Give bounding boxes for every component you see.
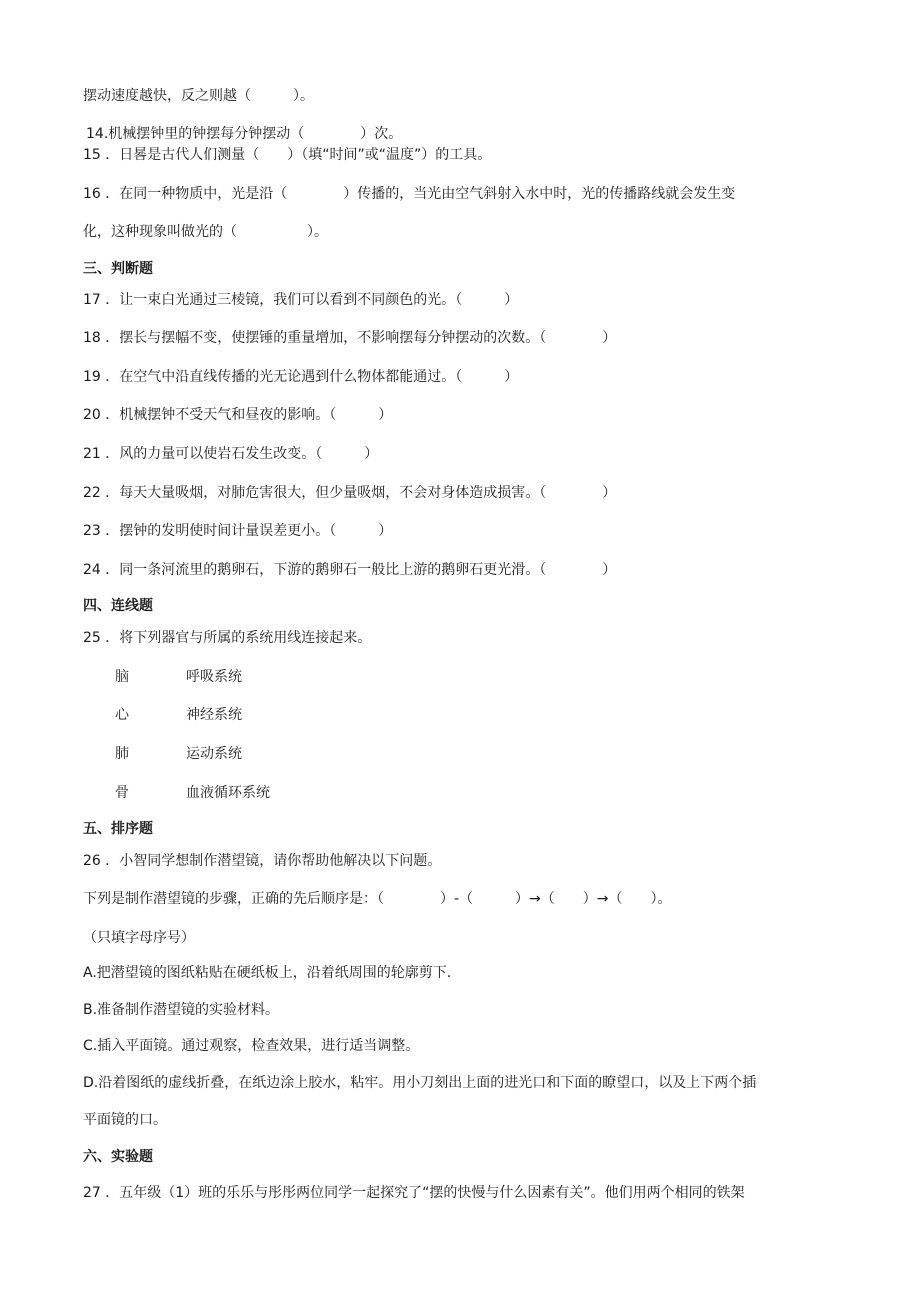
q13-continuation: 摆动速度越快，反之则越（ ）。 — [83, 88, 314, 104]
q22: 22 ．每天大量吸烟，对肺危害很大，但少量吸烟，不会对身体造成损害。（ ） — [83, 485, 617, 501]
section-heading-judgment: 三、判断题 — [83, 261, 153, 277]
q24: 24 ．同一条河流里的鹅卵石，下游的鹅卵石一般比上游的鹅卵石更光滑。（ ） — [83, 562, 617, 578]
q23: 23 ．摆钟的发明使时间计量误差更小。（ ） — [83, 523, 393, 539]
q18: 18 ．摆长与摆幅不变，使摆锤的重量增加，不影响摆每分钟摆动的次数。（ ） — [83, 330, 617, 346]
system-item: 运动系统 — [186, 746, 242, 762]
system-item: 呼吸系统 — [186, 669, 242, 685]
q26-note: （只填字母序号） — [83, 930, 195, 946]
organ-item: 骨 — [115, 785, 129, 801]
organ-item: 脑 — [115, 669, 129, 685]
q27: 27 ．五年级（1）班的乐乐与彤彤两位同学一起探究了“摆的快慢与什么因素有关”。他们用两个相同的铁架 — [83, 1185, 745, 1201]
step-c: C.插入平面镜。通过观察，检查效果，进行适当调整。 — [83, 1038, 420, 1054]
system-item: 神经系统 — [186, 707, 242, 723]
section-heading-ordering: 五、排序题 — [83, 821, 153, 837]
q21: 21 ．风的力量可以使岩石发生改变。（ ） — [83, 446, 379, 462]
step-d-line2: 平面镜的口。 — [83, 1112, 167, 1128]
q16-line2: 化，这种现象叫做光的（ ）。 — [83, 224, 328, 240]
q19: 19 ．在空气中沿直线传播的光无论遇到什么物体都能通过。（ ） — [83, 369, 519, 385]
q20: 20 ．机械摆钟不受天气和昼夜的影响。（ ） — [83, 407, 393, 423]
q15: 15 ．日晷是古代人们测量（ ）（填“时间”或“温度”）的工具。 — [83, 147, 492, 163]
organ-item: 心 — [115, 707, 129, 723]
q16-line1: 16 ．在同一种物质中，光是沿（ ）传播的，当光由空气斜射入水中时，光的传播路线就会发生变 — [83, 186, 736, 202]
q26-order-prompt: 下列是制作潜望镜的步骤，正确的先后顺序是：（ ）-（ ）→（ ）→（ ）。 — [83, 891, 672, 907]
q17: 17 ．让一束白光通过三棱镜，我们可以看到不同颜色的光。（ ） — [83, 292, 519, 308]
system-item: 血液循环系统 — [186, 785, 270, 801]
organ-item: 肺 — [115, 746, 129, 762]
q26: 26 ．小智同学想制作潜望镜，请你帮助他解决以下问题。 — [83, 853, 442, 869]
step-a: A.把潜望镜的图纸粘贴在硬纸板上，沿着纸周围的轮廓剪下. — [83, 965, 452, 981]
step-b: B.准备制作潜望镜的实验材料。 — [83, 1002, 280, 1018]
section-heading-experiment: 六、实验题 — [83, 1149, 153, 1165]
q25: 25 ．将下列器官与所属的系统用线连接起来。 — [83, 630, 372, 646]
step-d-line1: D.沿着图纸的虚线折叠，在纸边涂上胶水，粘牢。用小刀刻出上面的进光口和下面的瞭望口，以及上下两个插 — [83, 1075, 757, 1091]
q14: 14.机械摆钟里的钟摆每分钟摆动（ ）次。 — [86, 126, 403, 142]
section-heading-matching: 四、连线题 — [83, 598, 153, 614]
